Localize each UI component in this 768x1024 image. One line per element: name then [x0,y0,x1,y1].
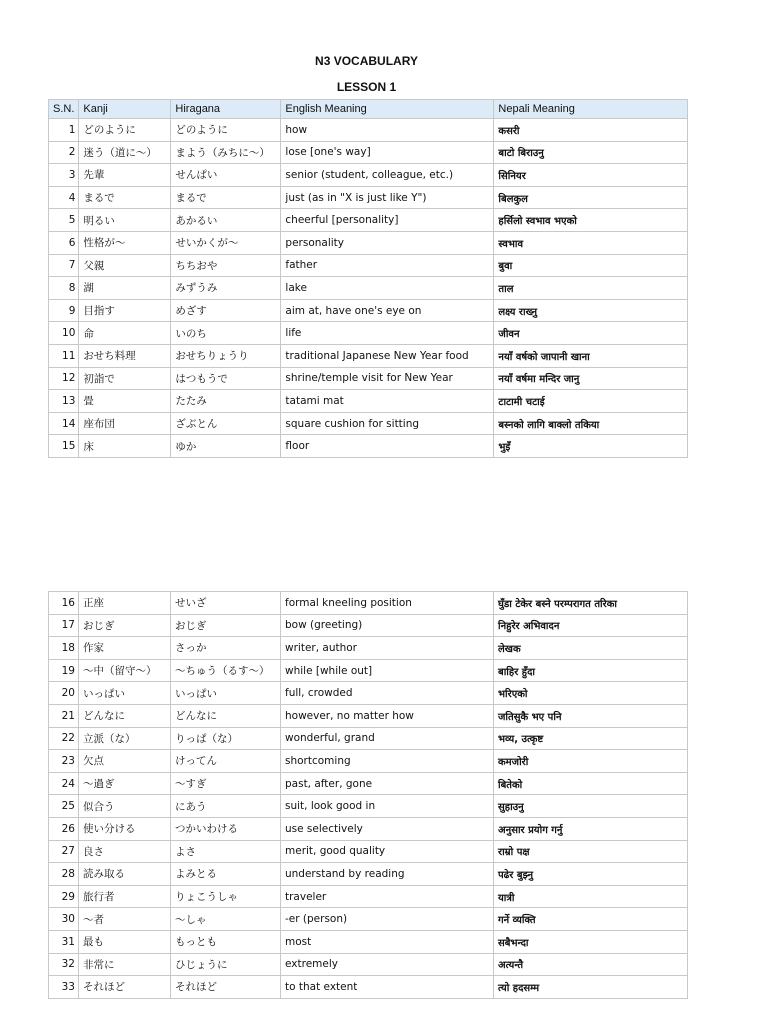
header-sn: S.N. [49,100,79,119]
kanji-cell: 目指す [79,299,171,322]
table-row [49,592,688,615]
english-cell: while [while out] [281,659,494,682]
nepali-cell: बिलकुल [494,186,688,209]
table-row [49,863,688,886]
hiragana-cell: よみとる [171,863,281,886]
english-cell: however, no matter how [281,704,494,727]
row-number: 10 [49,322,79,345]
nepali-cell: भरिएको [494,682,688,705]
nepali-cell: घुँडा टेकेर बस्ने परम्परागत तरिका [494,592,688,615]
hiragana-cell: みずうみ [171,277,281,300]
hiragana-cell: せいざ [171,592,281,615]
kanji-cell: 非常に [79,953,171,976]
row-number: 7 [49,254,79,277]
nepali-cell: राम्रो पक्ष [494,840,688,863]
row-number: 2 [49,141,79,164]
kanji-cell: 似合う [79,795,171,818]
nepali-cell: स्वभाव [494,231,688,254]
english-cell: square cushion for sitting [281,412,494,435]
hiragana-cell: りょこうしゃ [171,885,281,908]
kanji-cell: 迷う（道に〜） [79,141,171,164]
english-cell: lose [one's way] [281,141,494,164]
english-cell: wonderful, grand [281,727,494,750]
row-number: 4 [49,186,79,209]
kanji-cell: 最も [79,930,171,953]
table-row [49,840,688,863]
english-cell: father [281,254,494,277]
table-row [49,367,688,390]
row-number: 9 [49,299,79,322]
row-number: 30 [49,908,79,931]
row-number: 18 [49,637,79,660]
table-row [49,614,688,637]
table-row [49,659,688,682]
kanji-cell: どのように [79,119,171,142]
nepali-cell: लक्ष्य राख्नु [494,299,688,322]
nepali-cell: जीवन [494,322,688,345]
hiragana-cell: せいかくが〜 [171,231,281,254]
nepali-cell: यात्री [494,885,688,908]
kanji-cell: いっぱい [79,682,171,705]
row-number: 31 [49,930,79,953]
nepali-cell: ताल [494,277,688,300]
kanji-cell: 先輩 [79,164,171,187]
kanji-cell: 〜者 [79,908,171,931]
hiragana-cell: もっとも [171,930,281,953]
hiragana-cell: せんぱい [171,164,281,187]
table-row [49,254,688,277]
english-cell: shortcoming [281,750,494,773]
row-number: 21 [49,704,79,727]
table-row [49,795,688,818]
row-number: 11 [49,344,79,367]
nepali-cell: जतिसुकै भए पनि [494,704,688,727]
hiragana-cell: にあう [171,795,281,818]
english-cell: traveler [281,885,494,908]
row-number: 6 [49,231,79,254]
vocabulary-table-1 [48,99,688,458]
row-number: 29 [49,885,79,908]
kanji-cell: 〜中（留守〜） [79,659,171,682]
nepali-cell: सिनियर [494,164,688,187]
hiragana-cell: まるで [171,186,281,209]
row-number: 24 [49,772,79,795]
row-number: 8 [49,277,79,300]
kanji-cell: 湖 [79,277,171,300]
hiragana-cell: めざす [171,299,281,322]
nepali-cell: टाटामी चटाई [494,390,688,413]
table-row [49,119,688,142]
english-cell: senior (student, colleague, etc.) [281,164,494,187]
document-title: N3 VOCABULARY [315,54,418,68]
nepali-cell: कसरी [494,119,688,142]
header-nepali: Nepali Meaning [494,100,688,119]
row-number: 15 [49,435,79,458]
table-row [49,299,688,322]
row-number: 17 [49,614,79,637]
nepali-cell: अत्यन्तै [494,953,688,976]
table-row [49,976,688,999]
english-cell: full, crowded [281,682,494,705]
vocabulary-table-2 [48,591,688,999]
table-row [49,885,688,908]
table-row [49,344,688,367]
kanji-cell: 座布団 [79,412,171,435]
english-cell: shrine/temple visit for New Year [281,367,494,390]
nepali-cell: लेखक [494,637,688,660]
english-cell: personality [281,231,494,254]
nepali-cell: कमजोरी [494,750,688,773]
nepali-cell: त्यो हदसम्म [494,976,688,999]
nepali-cell: बाटो बिराउनु [494,141,688,164]
row-number: 19 [49,659,79,682]
english-cell: tatami mat [281,390,494,413]
hiragana-cell: たたみ [171,390,281,413]
nepali-cell: बस्नको लागि बाक्लो तकिया [494,412,688,435]
hiragana-cell: まよう（みちに〜） [171,141,281,164]
nepali-cell: सबैभन्दा [494,930,688,953]
kanji-cell: 読み取る [79,863,171,886]
nepali-cell: बितेको [494,772,688,795]
table-row [49,209,688,232]
kanji-cell: 明るい [79,209,171,232]
kanji-cell: 作家 [79,637,171,660]
table-row [49,164,688,187]
kanji-cell: 父親 [79,254,171,277]
nepali-cell: बाहिर हुँदा [494,659,688,682]
english-cell: merit, good quality [281,840,494,863]
table-row [49,390,688,413]
english-cell: understand by reading [281,863,494,886]
table-row [49,727,688,750]
header-kanji: Kanji [79,100,171,119]
table-row [49,817,688,840]
row-number: 12 [49,367,79,390]
english-cell: bow (greeting) [281,614,494,637]
hiragana-cell: つかいわける [171,817,281,840]
kanji-cell: 立派（な） [79,727,171,750]
kanji-cell: 正座 [79,592,171,615]
nepali-cell: हर्सिलो स्वभाव भएको [494,209,688,232]
hiragana-cell: ちちおや [171,254,281,277]
hiragana-cell: ゆか [171,435,281,458]
table-header-row [49,100,688,119]
row-number: 14 [49,412,79,435]
nepali-cell: बुवा [494,254,688,277]
row-number: 25 [49,795,79,818]
row-number: 16 [49,592,79,615]
table-row [49,277,688,300]
hiragana-cell: りっぱ（な） [171,727,281,750]
nepali-cell: पढेर बुझ्नु [494,863,688,886]
row-number: 27 [49,840,79,863]
english-cell: most [281,930,494,953]
kanji-cell: 性格が〜 [79,231,171,254]
english-cell: aim at, have one's eye on [281,299,494,322]
english-cell: floor [281,435,494,458]
row-number: 33 [49,976,79,999]
nepali-cell: नयाँ वर्षमा मन्दिर जानु [494,367,688,390]
english-cell: past, after, gone [281,772,494,795]
english-cell: lake [281,277,494,300]
kanji-cell: 〜過ぎ [79,772,171,795]
row-number: 5 [49,209,79,232]
hiragana-cell: どのように [171,119,281,142]
table-row [49,704,688,727]
table-row [49,908,688,931]
kanji-cell: どんなに [79,704,171,727]
table-row [49,322,688,345]
kanji-cell: それほど [79,976,171,999]
english-cell: -er (person) [281,908,494,931]
english-cell: just (as in "X is just like Y") [281,186,494,209]
table-row [49,953,688,976]
hiragana-cell: おせちりょうり [171,344,281,367]
table-row [49,141,688,164]
hiragana-cell: いのち [171,322,281,345]
kanji-cell: まるで [79,186,171,209]
nepali-cell: निहुरेर अभिवादन [494,614,688,637]
hiragana-cell: あかるい [171,209,281,232]
row-number: 32 [49,953,79,976]
hiragana-cell: 〜しゃ [171,908,281,931]
table-row [49,750,688,773]
row-number: 1 [49,119,79,142]
english-cell: life [281,322,494,345]
english-cell: writer, author [281,637,494,660]
kanji-cell: 命 [79,322,171,345]
hiragana-cell: よさ [171,840,281,863]
nepali-cell: भव्य, उत्कृष्ट [494,727,688,750]
kanji-cell: おじぎ [79,614,171,637]
row-number: 22 [49,727,79,750]
kanji-cell: おせち料理 [79,344,171,367]
hiragana-cell: ひじょうに [171,953,281,976]
table-row [49,772,688,795]
hiragana-cell: ざぶとん [171,412,281,435]
table-row [49,930,688,953]
nepali-cell: अनुसार प्रयोग गर्नु [494,817,688,840]
english-cell: extremely [281,953,494,976]
table-row [49,682,688,705]
hiragana-cell: おじぎ [171,614,281,637]
hiragana-cell: けってん [171,750,281,773]
hiragana-cell: さっか [171,637,281,660]
row-number: 13 [49,390,79,413]
english-cell: suit, look good in [281,795,494,818]
english-cell: cheerful [personality] [281,209,494,232]
header-english: English Meaning [281,100,494,119]
kanji-cell: 旅行者 [79,885,171,908]
kanji-cell: 床 [79,435,171,458]
table-row [49,231,688,254]
header-hiragana: Hiragana [171,100,281,119]
kanji-cell: 良さ [79,840,171,863]
lesson-title: LESSON 1 [336,80,397,94]
hiragana-cell: どんなに [171,704,281,727]
table-row [49,637,688,660]
row-number: 26 [49,817,79,840]
row-number: 23 [49,750,79,773]
hiragana-cell: それほど [171,976,281,999]
english-cell: traditional Japanese New Year food [281,344,494,367]
english-cell: how [281,119,494,142]
row-number: 20 [49,682,79,705]
table-row [49,435,688,458]
hiragana-cell: 〜すぎ [171,772,281,795]
hiragana-cell: 〜ちゅう（るす〜） [171,659,281,682]
kanji-cell: 使い分ける [79,817,171,840]
hiragana-cell: いっぱい [171,682,281,705]
nepali-cell: नयाँ वर्षको जापानी खाना [494,344,688,367]
table-row [49,186,688,209]
kanji-cell: 畳 [79,390,171,413]
kanji-cell: 欠点 [79,750,171,773]
row-number: 28 [49,863,79,886]
nepali-cell: गर्ने व्यक्ति [494,908,688,931]
row-number: 3 [49,164,79,187]
english-cell: use selectively [281,817,494,840]
nepali-cell: सुहाउनु [494,795,688,818]
kanji-cell: 初詣で [79,367,171,390]
hiragana-cell: はつもうで [171,367,281,390]
english-cell: formal kneeling position [281,592,494,615]
table-row [49,412,688,435]
nepali-cell: भुइँ [494,435,688,458]
english-cell: to that extent [281,976,494,999]
